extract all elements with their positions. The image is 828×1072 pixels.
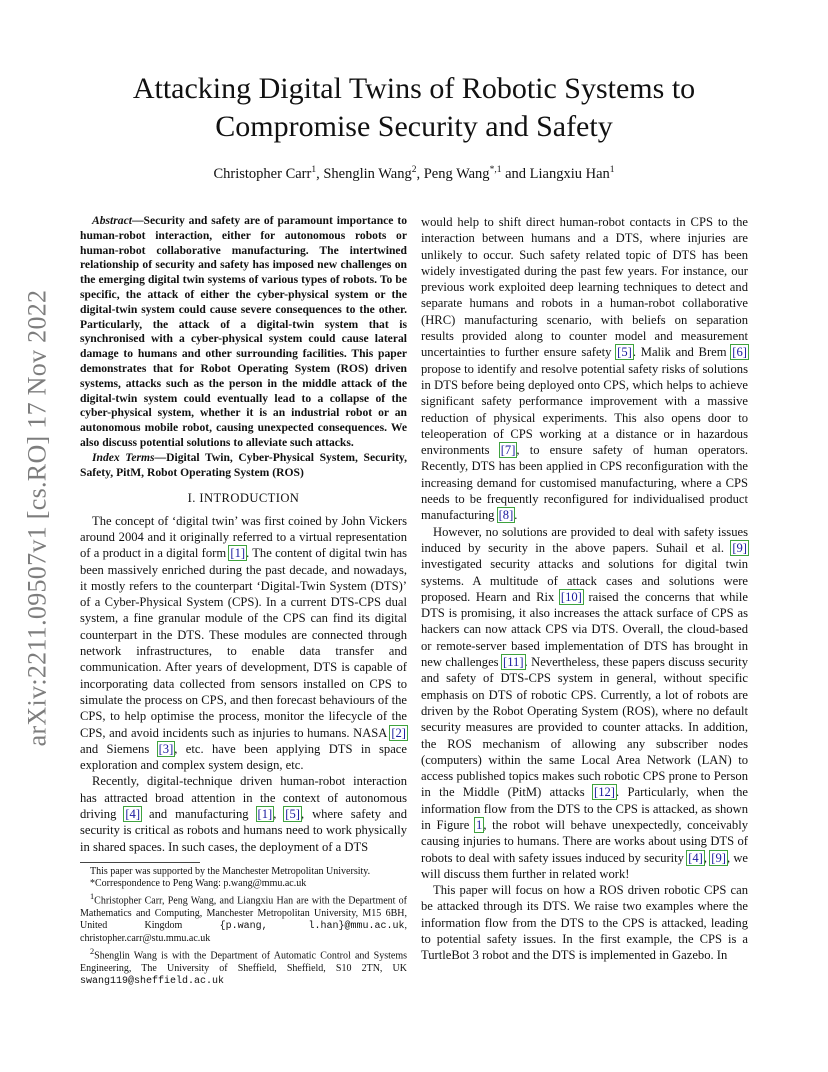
intro-paragraph-3 <box>421 524 748 883</box>
footnote-correspondence: *Correspondence to Peng Wang: p.wang@mmu.ac.uk <box>90 878 307 890</box>
paragraph-text: investigated security attacks and solutions for digital twin systems. A multitude of attack cases and solutions were proposed. Hearn and Rix <box>421 557 748 604</box>
author-separator: , <box>316 165 324 182</box>
footnote-affiliation-2 <box>80 946 407 989</box>
citation-link[interactable]: [9] <box>732 540 747 555</box>
footnote-marker: 2 <box>90 946 95 956</box>
author-wang-shenglin-affiliation: 2 <box>411 165 417 175</box>
citation-link[interactable]: [12] <box>594 785 615 800</box>
citation-link[interactable]: [1] <box>257 806 273 821</box>
author-han-affiliation: 1 <box>609 165 615 175</box>
citation-link[interactable]: [7] <box>500 443 516 458</box>
footnote-marker: 1 <box>90 891 95 901</box>
paragraph-text: and Siemens <box>80 741 158 756</box>
author-wang-peng-affiliation: *,1 <box>489 165 502 175</box>
intro-paragraph-1 <box>80 513 407 774</box>
citation-link[interactable]: [8] <box>498 508 514 523</box>
footnote-email[interactable]: swang119@sheffield.ac.uk <box>80 975 225 987</box>
citation-link[interactable]: [5] <box>285 806 300 821</box>
citation-link[interactable]: [9] <box>711 850 726 865</box>
author-carr: Christopher Carr <box>213 165 312 182</box>
author-wang-peng: Peng Wang <box>423 165 490 182</box>
paragraph-text: , the robot will behave unexpectedly, conceivably causing injuries to humans. There are works about using DTS of robots to deal with safety issues induced by security <box>421 817 748 865</box>
footnotes <box>80 862 407 988</box>
figure-reference-link[interactable]: 1 <box>476 817 483 832</box>
index-terms <box>80 451 407 481</box>
abstract-dash: — <box>131 214 144 227</box>
citation-link[interactable]: [4] <box>125 806 141 821</box>
paragraph-text: , etc. have been applying DTS in space exploration and complex system design, etc. <box>80 741 407 773</box>
abstract <box>80 214 407 451</box>
citation-link[interactable]: [5] <box>617 345 632 360</box>
paragraph-text: . Nevertheless, these papers discuss security and safety of DTS-CPS system in general, without specific emphasis on DTS of robotic CPS. Currently, a lot of robots are driven by the Robot Operating System (ROS), where no default security measures are provided to counter attacks. In addition, the ROS mechanism of allowing any subscriber nodes (computers) within the same Local Area Network (LAN) to access published topics makes such robotic CPS prone to Person in the Middle (PitM) attacks <box>421 655 748 800</box>
author-list <box>80 160 748 184</box>
title-line-1: Attacking Digital Twins of Robotic Systems to <box>132 72 696 105</box>
footnote-rule <box>80 862 200 863</box>
citation-link[interactable]: [10] <box>560 589 582 604</box>
footnote-affiliation-1 <box>80 891 407 946</box>
paragraph-text: Recently, digital-technique driven human-robot interaction has attracted broad attention in the context of autonomous driving <box>80 774 407 821</box>
paragraph-text: , where safety and security is critical as robots and humans need to work physically in shared spaces. In such cases, the deployment of a DTS <box>80 806 407 854</box>
paragraph-text: , <box>273 806 285 821</box>
citation-link[interactable]: [3] <box>158 741 174 756</box>
citation-link[interactable]: [1] <box>230 546 246 561</box>
author-han: Liangxiu Han <box>529 165 610 182</box>
paragraph-text: . <box>514 508 518 523</box>
paragraph-text: . The content of digital twin has been massively enriched during the past decade, and nowadays, it mostly refers to the counterpart ‘Digital-Twin System (DTS)’ of a Cyber-Physical System (CPS). In a current DTS-CPS dual system, a fine granular module of the CPS can find its digital counterpart in the DTS. These modules are connected through network infrastructures, to enable data transfer and communication. After years of development, DTS is capable of incorporating data collected from sensors installed on CPS to simulate the process on CPS, and then forecast behaviours of the CPS, to help optimise the process, monitor the lifecycle of the CPS, and avoid incidents such as injuries to humans. NASA <box>80 546 407 740</box>
intro-paragraph-2-continued <box>421 214 748 524</box>
footnote-email[interactable]: {p.wang, l.han}@mmu.ac.uk <box>219 920 405 932</box>
citation-link[interactable]: [11] <box>503 655 524 670</box>
index-terms-text: Digital Twin, Cyber-Physical System, Security, Safety, PitM, Robot Operating System (ROS) <box>80 450 407 479</box>
index-terms-dash: — <box>154 450 167 464</box>
arxiv-identifier-text: arXiv:2211.09507v1 [cs.RO] 17 Nov 2022 <box>22 289 52 747</box>
paragraph-text: The concept of ‘digital twin’ was first coined by John Vickers around 2004 and it originally referred to a virtual representation of a product in a digital form <box>80 513 407 561</box>
author-wang-shenglin: Shenglin Wang <box>323 165 412 182</box>
title-line-2: Compromise Security and Safety <box>215 110 613 143</box>
paper-title <box>80 70 748 146</box>
citation-link[interactable]: [4] <box>688 850 703 865</box>
citation-link[interactable]: [2] <box>391 725 406 740</box>
paragraph-text: , we will discuss them further in related work! <box>421 850 749 881</box>
footnote-text: Shenglin Wang is with the Department of Automatic Control and Systems Engineering, The University of Sheffield, Sheffield, S10 2TN, UK <box>80 950 407 974</box>
citation-link[interactable]: [6] <box>732 345 747 360</box>
footnote-text: Christopher Carr, Peng Wang, and Liangxiu Han are with the Department of Mathematics and Computing, Manchester Metropolitan University, M15 6BH, United Kingdom <box>80 895 407 931</box>
paragraph-text: and manufacturing <box>141 806 257 821</box>
author-carr-affiliation: 1 <box>311 165 317 175</box>
paragraph-text: propose to identify and resolve potential safety risks of solutions in DTS before being deployed onto CPS, which helps to achieve significant safety performance improvement with a massive reduction of physical experiments. This also opens door to teleoperation of CPS working at a distance or in hazardous environments <box>421 361 748 458</box>
section-heading-introduction: I. INTRODUCTION <box>187 491 300 506</box>
paragraph-text: , <box>703 850 711 865</box>
footnote-text: , christopher.carr@stu.mmu.ac.uk <box>80 919 408 945</box>
paragraph-text: raised the concerns that while DTS is promising, it also increases the attack surface of CPS as hackers can now attack CPS via DTS. Overall, the cloud-based or remote-server based implementation of DTS has brought in new challenges <box>421 589 748 670</box>
paragraph-text: . Particularly, when the information flow from the DTS to the CPS is attacked, as shown in Figure <box>421 785 749 832</box>
abstract-text: Security and safety are of paramount importance to human-robot interaction, either for autonomous robots or human-robot collaborative manufacturing. The intertwined relationship of security and safety has imposed new challenges on the emerging digital twin systems of various types of robots. To be specific, the attack of either the cyber-physical system or the digital-twin system could cause severe consequences to the other. Particularly, the attack of a digital-twin system that is synchronised with a cyber-physical system could cause lateral damage to humans and other surrounding facilities. This paper demonstrates that for Robot Operating System (ROS) driven systems, attacks such as the person in the middle attack of the digital-twin system could eventually lead to a collapse of the cyber-physical system, whether it is an industrial robot or an autonomous mobile robot, causing unexpected consequences. We also discuss potential solutions to alleviate such attacks. <box>80 214 407 449</box>
right-column <box>421 214 748 964</box>
footnote-funding: This paper was supported by the Manchester Metropolitan University. <box>90 866 371 877</box>
paragraph-text: , to ensure safety of human operators. Recently, DTS has been applied in CPS reconfiguration with the increasing demand for customised manufacturing, where a CPS needs to be frequently reconfigured for individualised product manufacturing <box>421 443 749 523</box>
paragraph-text: would help to shift direct human-robot contacts in CPS to the interaction between humans and a DTS, where injuries are unlikely to occur. Such safety related topic of DTS has been widely investigated during the past few years. For instance, our previous work exploited deep learning techniques to detect and separate humans and robots in a human-robot collaborative (HRC) manufacturing scenario, with beliefs on separation results provided along to counter model and measurement uncertainties to further ensure safety <box>421 215 748 360</box>
author-separator: and <box>501 165 530 182</box>
abstract-label: Abstract <box>92 214 132 227</box>
author-separator: , <box>416 165 424 182</box>
left-column <box>80 214 407 855</box>
intro-paragraph-4: This paper will focus on how a ROS driven robotic CPS can be attacked through its DTS. We raise two examples where the information flow from the DTS to the CPS is attacked, leading to potential safety issues. In the first example, the CPS is a TurtleBot 3 robot and the DTS is implemented in Gazebo. In <box>421 883 748 963</box>
paragraph-text: . Malik and Brem <box>632 345 732 360</box>
index-terms-label: Index Terms <box>92 450 155 464</box>
paragraph-text: However, no solutions are provided to deal with safety issues induced by security in the above papers. Suhail et al. <box>421 524 748 555</box>
intro-paragraph-2 <box>80 773 407 854</box>
arxiv-identifier-stamp <box>13 268 61 768</box>
